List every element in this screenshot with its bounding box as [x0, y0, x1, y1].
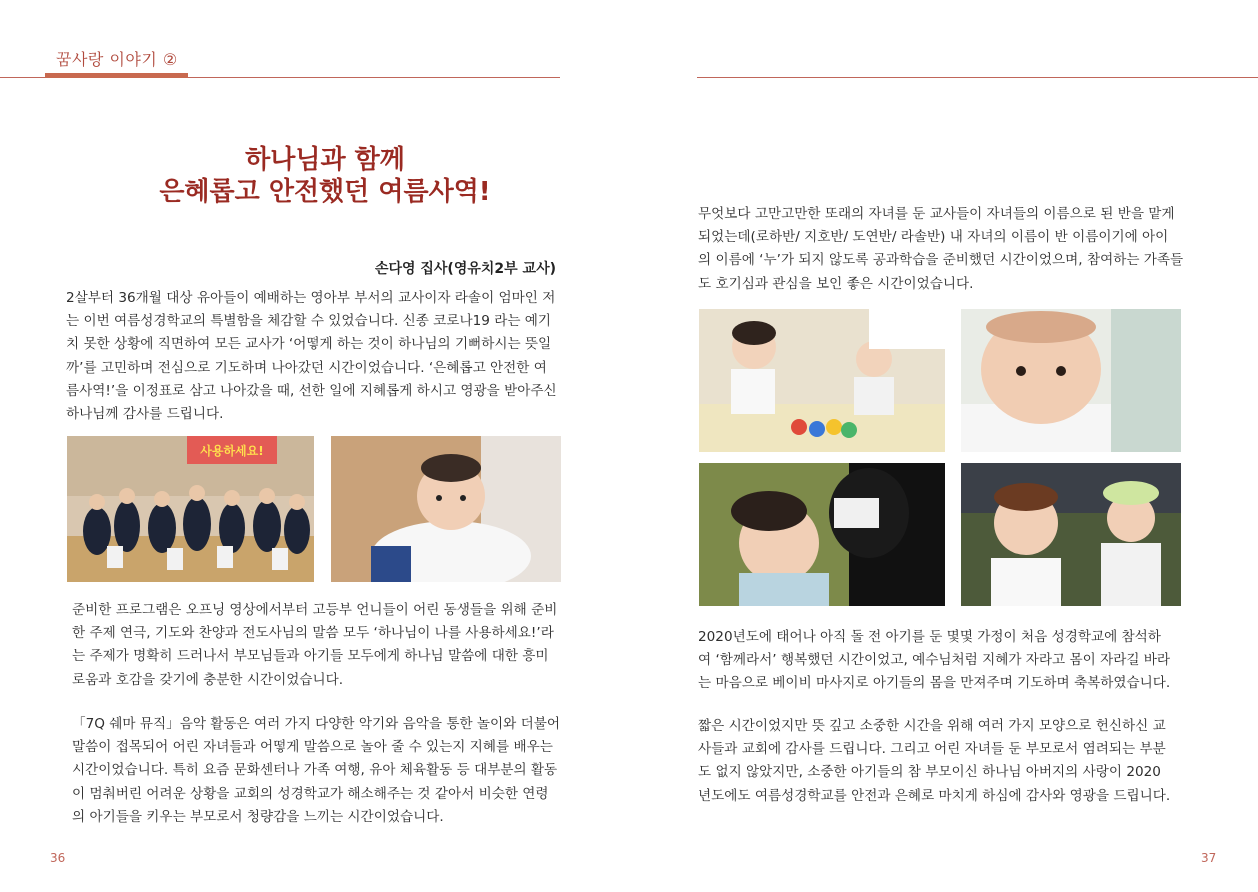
baby-paragraph: 2020년도에 태어나 아직 돌 전 아기를 둔 몇몇 가정이 처음 성경학교에 참석하 여 ‘함께라서’ 행복했던 시간이었고, 예수님처럼 지혜가 자라고 몸이 자라길 바라 는 마음으로 베이비 마사지로 아기들의 몸을 만져주며 기도하며 축복하였습니다.	[698, 629, 1171, 692]
group-photo	[67, 436, 314, 582]
music-paragraph: 「7Q 쉐마 뮤직」음악 활동은 여러 가지 다양한 악기와 음악을 통한 놀이와 더불어 말씀이 접목되어 어린 자녀들과 어떻게 말씀으로 놀아 줄 수 있는지 지혜를 배우는 시간이었습니다. 특히 요즘 문화센터나 가족 여행, 유아 체육활동 등 대부분의 활동 이 멈춰버린 어려운 상황을 교회의 성경학교가 해소해주는 것 같아서 비슷한 연령 의 아기들을 키우는 부모로서 청량감을 느끼는 시간이었습니다.	[72, 716, 561, 825]
toy-play-photo	[699, 309, 945, 452]
title-line-1: 하나님과 함께	[245, 145, 405, 175]
intro-paragraph: 2살부터 36개월 대상 유아들이 예배하는 영아부 부서의 교사이자 라솔이 엄마인 저 는 이번 여름성경학교의 특별함을 체감할 수 있었습니다. 신종 코로나19 라는 예기 치 못한 상황에 직면하여 모든 교사가 ‘어떻게 하는 것이 하나님의 기뻐하시는 뜻일 까’를 고민하며 전심으로 기도하며 나아갔던 시간이었습니다. ‘은혜롭고 안전한 여 름사역!’을 이정표로 삼고 나아갔을 때, 선한 일에 지혜롭게 하시고 영광을 받아주신 하나님께 감사를 드립니다.	[66, 290, 557, 423]
infant-closeup-photo	[961, 309, 1181, 452]
toddler-boys-photo	[961, 463, 1181, 606]
title-line-2: 은혜롭고 안전했던 여름사역!	[159, 177, 491, 207]
mother-infant-photo	[699, 463, 945, 606]
crawling-baby-photo	[331, 436, 561, 582]
header-rule-right	[697, 77, 1258, 78]
article-title	[90, 144, 560, 208]
classes-paragraph: 무엇보다 고만고만한 또래의 자녀를 둔 교사들이 자녀들의 이름으로 된 반을 맡게 되었는데(로하반/ 지호반/ 도연반/ 라솔반) 내 자녀의 이름이 반 이름이기에 아이 의 이름에 ‘누’가 되지 않도록 공과학습을 준비했던 시간이었으며, 참여하는 가족들 도 호기심과 관심을 보인 좋은 시간이었습니다.	[698, 206, 1184, 292]
page-number-right: 37	[1201, 851, 1217, 865]
section-label: 꿈사랑 이야기 ②	[56, 50, 178, 69]
banner-text: 사용하세요!	[200, 444, 264, 458]
byline: 손다영 집사(영유치2부 교사)	[374, 261, 556, 277]
program-paragraph: 준비한 프로그램은 오프닝 영상에서부터 고등부 언니들이 어린 동생들을 위해 준비 한 주제 연극, 기도와 찬양과 전도사님의 말씀 모두 ‘하나님이 나를 사용하세요!’라 는 주제가 명확히 드러나서 부모님들과 아기들 모두에게 하나님 말씀에 대한 흥미 로움과 호감을 갖기에 충분한 시간이었습니다.	[72, 602, 558, 688]
closing-paragraph: 짧은 시간이었지만 뜻 깊고 소중한 시간을 위해 여러 가지 모양으로 헌신하신 교 사들과 교회에 감사를 드립니다. 그리고 어린 자녀들 둔 부모로서 염려되는 부분 도 없지 않았지만, 소중한 아기들의 참 부모이신 하나님 아버지의 사랑이 2020 년도에도 여름성경학교를 안전과 은혜로 마치게 하심에 감사와 영광을 드립니다.	[698, 718, 1171, 804]
header-accent-bar	[45, 73, 188, 78]
page-number-left: 36	[50, 851, 66, 865]
